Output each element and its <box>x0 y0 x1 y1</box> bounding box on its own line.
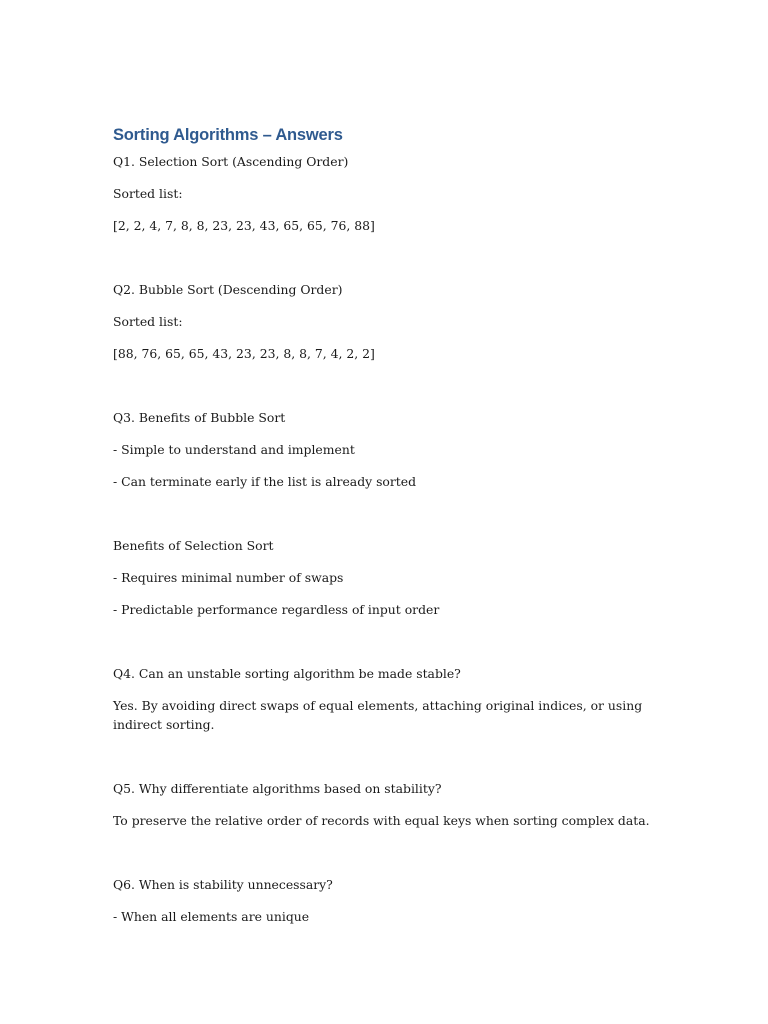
q4-question: Q4. Can an unstable sorting algorithm be made stable? <box>113 666 461 681</box>
q5-answer: To preserve the relative order of records with equal keys when sorting complex data. <box>113 813 650 828</box>
q1-label: Sorted list: <box>113 186 183 201</box>
q4-answer: Yes. By avoiding direct swaps of equal elements, attaching original indices, or using indirect sorting. <box>113 698 643 732</box>
q2-result: [88, 76, 65, 65, 43, 23, 23, 8, 8, 7, 4, 2, 2] <box>113 346 375 361</box>
q2-question: Q2. Bubble Sort (Descending Order) <box>113 282 343 297</box>
q6-point: - When all elements are unique <box>113 909 310 924</box>
document-title: Sorting Algorithms – Answers <box>113 126 343 144</box>
selection-benefits-heading: Benefits of Selection Sort <box>113 538 274 553</box>
section-spacer <box>113 843 673 875</box>
q1-question: Q1. Selection Sort (Ascending Order) <box>113 154 349 169</box>
section-spacer <box>113 504 673 536</box>
q2-label: Sorted list: <box>113 314 183 329</box>
section-spacer <box>113 747 673 779</box>
q1-result: [2, 2, 4, 7, 8, 8, 23, 23, 43, 65, 65, 76, 88] <box>113 218 375 233</box>
q6-question: Q6. When is stability unnecessary? <box>113 877 333 892</box>
section-spacer <box>113 376 673 408</box>
bubble-benefit-item: - Can terminate early if the list is already sorted <box>113 474 417 489</box>
section-spacer <box>113 248 673 280</box>
section-spacer <box>113 632 673 664</box>
selection-benefit-item: - Requires minimal number of swaps <box>113 570 344 585</box>
selection-benefit-item: - Predictable performance regardless of input order <box>113 602 440 617</box>
q5-question: Q5. Why differentiate algorithms based on stability? <box>113 781 442 796</box>
bubble-benefit-item: - Simple to understand and implement <box>113 442 355 457</box>
q3-question: Q3. Benefits of Bubble Sort <box>113 410 286 425</box>
document-page <box>113 124 673 939</box>
